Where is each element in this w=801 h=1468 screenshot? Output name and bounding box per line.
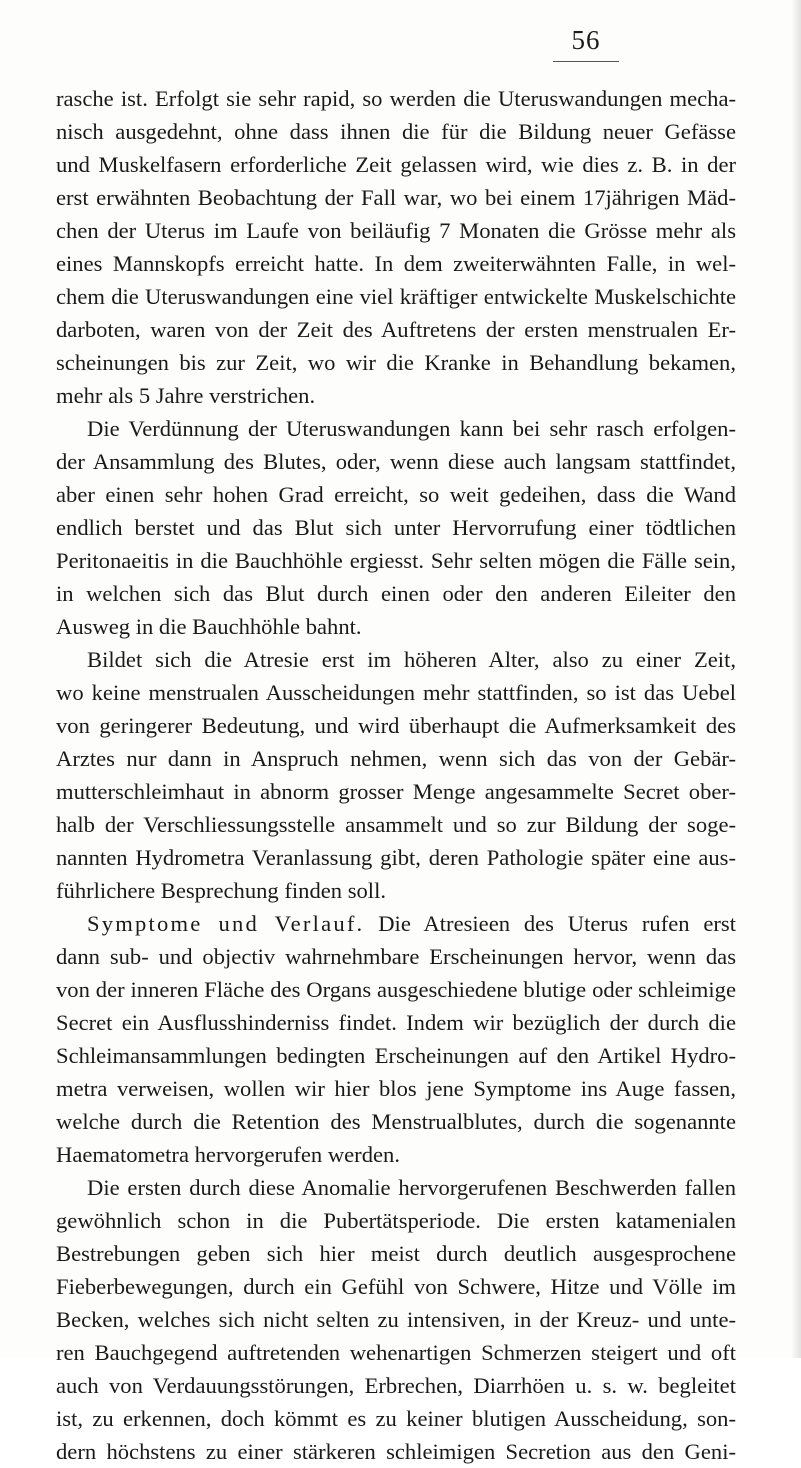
text-line: dann sub- und objectiv wahrnehmbare Erscheinungen hervor, wenn das <box>56 944 736 969</box>
page-number-rule <box>553 61 619 62</box>
text-line: halb der Verschliessungsstelle ansammelt und so zur Bildung der soge- <box>56 812 736 837</box>
text-line: nisch ausgedehnt, ohne dass ihnen die für die Bildung neuer Gefässe <box>56 119 736 144</box>
text-line: ist, zu erkennen, doch kömmt es zu keiner blutigen Ausscheidung, son- <box>56 1406 736 1431</box>
text-line: Ausweg in die Bauchhöhle bahnt. <box>56 614 362 639</box>
text-line: Bestrebungen geben sich hier meist durch deutlich ausgesprochene <box>56 1241 736 1266</box>
text-line: mehr als 5 Jahre verstrichen. <box>56 383 316 408</box>
text-line: Die ersten durch diese Anomalie hervorgerufenen Beschwerden fallen <box>87 1175 736 1200</box>
paragraph <box>56 907 736 1171</box>
body-text <box>56 82 736 1468</box>
text-line: in welchen sich das Blut durch einen oder den anderen Eileiter den <box>56 581 736 606</box>
text-line: endlich berstet und das Blut sich unter Hervorrufung einer tödtlichen <box>56 515 736 540</box>
text-line: darboten, waren von der Zeit des Auftretens der ersten menstrualen Er- <box>56 317 736 342</box>
text-line: Fieberbewegungen, durch ein Gefühl von Schwere, Hitze und Völle im <box>56 1274 736 1299</box>
text-line: Schleimansammlungen bedingten Erscheinungen auf den Artikel Hydro- <box>56 1043 736 1068</box>
page-number: 56 <box>571 25 601 55</box>
text-line: Haematometra hervorgerufen werden. <box>56 1142 400 1167</box>
text-line: ren Bauchgegend auftretenden wehenartigen Schmerzen steigert und oft <box>56 1340 736 1365</box>
text-line: rasche ist. Erfolgt sie sehr rapid, so werden die Uteruswandungen mecha- <box>56 86 736 111</box>
text-line: Bildet sich die Atresie erst im höheren Alter, also zu einer Zeit, <box>87 647 736 672</box>
text-line: scheinungen bis zur Zeit, wo wir die Kranke in Behandlung bekamen, <box>56 350 736 375</box>
text-line: gewöhnlich schon in die Pubertätsperiode. Die ersten katamenialen <box>56 1208 736 1233</box>
text-line: nannten Hydrometra Veranlassung gibt, deren Pathologie später eine aus- <box>56 845 736 870</box>
page-edge-shadow <box>791 0 801 1358</box>
text-line: mutterschleimhaut in abnorm grosser Menge angesammelte Secret ober- <box>56 779 736 804</box>
paragraph <box>56 643 736 907</box>
text-line: chen der Uterus im Laufe von beiläufig 7 Monaten die Grösse mehr als <box>56 218 736 243</box>
text-line: Peritonaeitis in die Bauchhöhle ergiesst. Sehr selten mögen die Fälle sein, <box>56 548 736 573</box>
text-line: wo keine menstrualen Ausscheidungen mehr stattfinden, so ist das Uebel <box>56 680 736 705</box>
text-line: der Ansammlung des Blutes, oder, wenn diese auch langsam stattfindet, <box>56 449 736 474</box>
text-line: aber einen sehr hohen Grad erreicht, so weit gedeihen, dass die Wand <box>56 482 736 507</box>
text-line: eines Mannskopfs erreicht hatte. In dem zweiterwähnten Falle, in wel- <box>56 251 736 276</box>
text-line: chem die Uteruswandungen eine viel kräftiger entwickelte Muskelschichte <box>56 284 736 309</box>
text-line: metra verweisen, wollen wir hier blos jene Symptome ins Auge fassen, <box>56 1076 736 1101</box>
text-line: Arztes nur dann in Anspruch nehmen, wenn sich das von der Gebär- <box>56 746 736 771</box>
text-line: welche durch die Retention des Menstrualblutes, durch die sogenannte <box>56 1109 736 1134</box>
text-line: Die Verdünnung der Uteruswandungen kann bei sehr rasch erfolgen- <box>87 416 736 441</box>
text-line: Secret ein Ausflusshinderniss findet. Indem wir bezüglich der durch die <box>56 1010 736 1035</box>
text-line: dern höchstens zu einer stärkeren schleimigen Secretion aus den Geni- <box>56 1439 736 1464</box>
paragraph <box>56 412 736 643</box>
text-line: von der inneren Fläche des Organs ausgeschiedene blutige oder schleimige <box>56 977 736 1002</box>
text-line: Becken, welches sich nicht selten zu intensiven, in der Kreuz- und unte- <box>56 1307 736 1332</box>
text-line: und Muskelfasern erforderliche Zeit gelassen wird, wie dies z. B. in der <box>56 152 736 177</box>
text-line: erst erwähnten Beobachtung der Fall war, wo bei einem 17jährigen Mäd- <box>56 185 736 210</box>
paragraph <box>56 1171 736 1468</box>
text-line: führlichere Besprechung finden soll. <box>56 878 387 903</box>
text-line: auch von Verdauungsstörungen, Erbrechen, Diarrhöen u. s. w. begleitet <box>56 1373 736 1398</box>
text-line: von geringerer Bedeutung, und wird überhaupt die Aufmerksamkeit des <box>56 713 736 738</box>
section-heading: Symptome und Verlauf. <box>87 911 365 936</box>
paragraph <box>56 82 736 412</box>
text-line: Symptome und Verlauf. Die Atresieen des Uterus rufen erst <box>87 911 736 936</box>
